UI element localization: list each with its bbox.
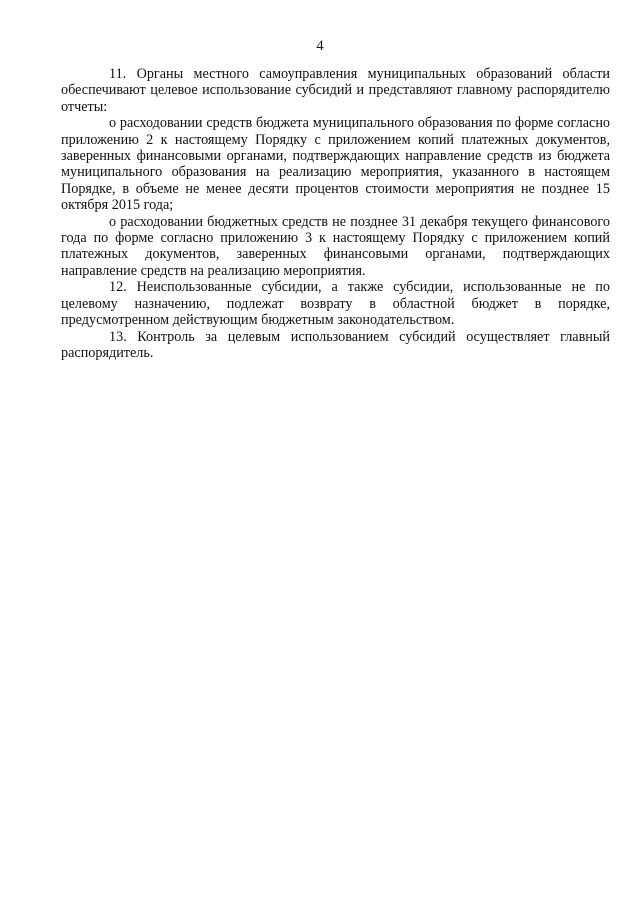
document-body xyxy=(61,66,610,361)
page-number: 4 xyxy=(316,38,324,54)
paragraph-report-municipal-budget: о расходовании средств бюджета муниципального образования по форме согласно приложению 2 к настоящему Порядку с приложением копий платежных документов, заверенных финансовыми органами, подтверждающих направление средств из бюджета муниципального образования на реализацию мероприятия, указанного в настоящем Порядке, в объеме не менее десяти процентов стоимости мероприятия не позднее 15 октября 2015 года; xyxy=(61,115,610,214)
paragraph-12: 12. Неиспользованные субсидии, а также субсидии, использованные не по целевому назначению, подлежат возврату в областной бюджет в порядке, предусмотренном действующим бюджетным законодательством. xyxy=(61,279,610,329)
paragraph-11: 11. Органы местного самоуправления муниципальных образований области обеспечивают целевое использование субсидий и представляют главному распорядителю отчеты: xyxy=(61,66,610,115)
paragraph-13: 13. Контроль за целевым использованием субсидий осуществляет главный распорядитель. xyxy=(61,328,610,361)
paragraph-report-budget-funds: о расходовании бюджетных средств не позднее 31 декабря текущего финансового года по форме согласно приложению 3 к настоящему Порядку с приложением копий платежных документов, заверенных финансовыми органами, подтверждающих направление средств на реализацию мероприятия. xyxy=(61,213,610,279)
